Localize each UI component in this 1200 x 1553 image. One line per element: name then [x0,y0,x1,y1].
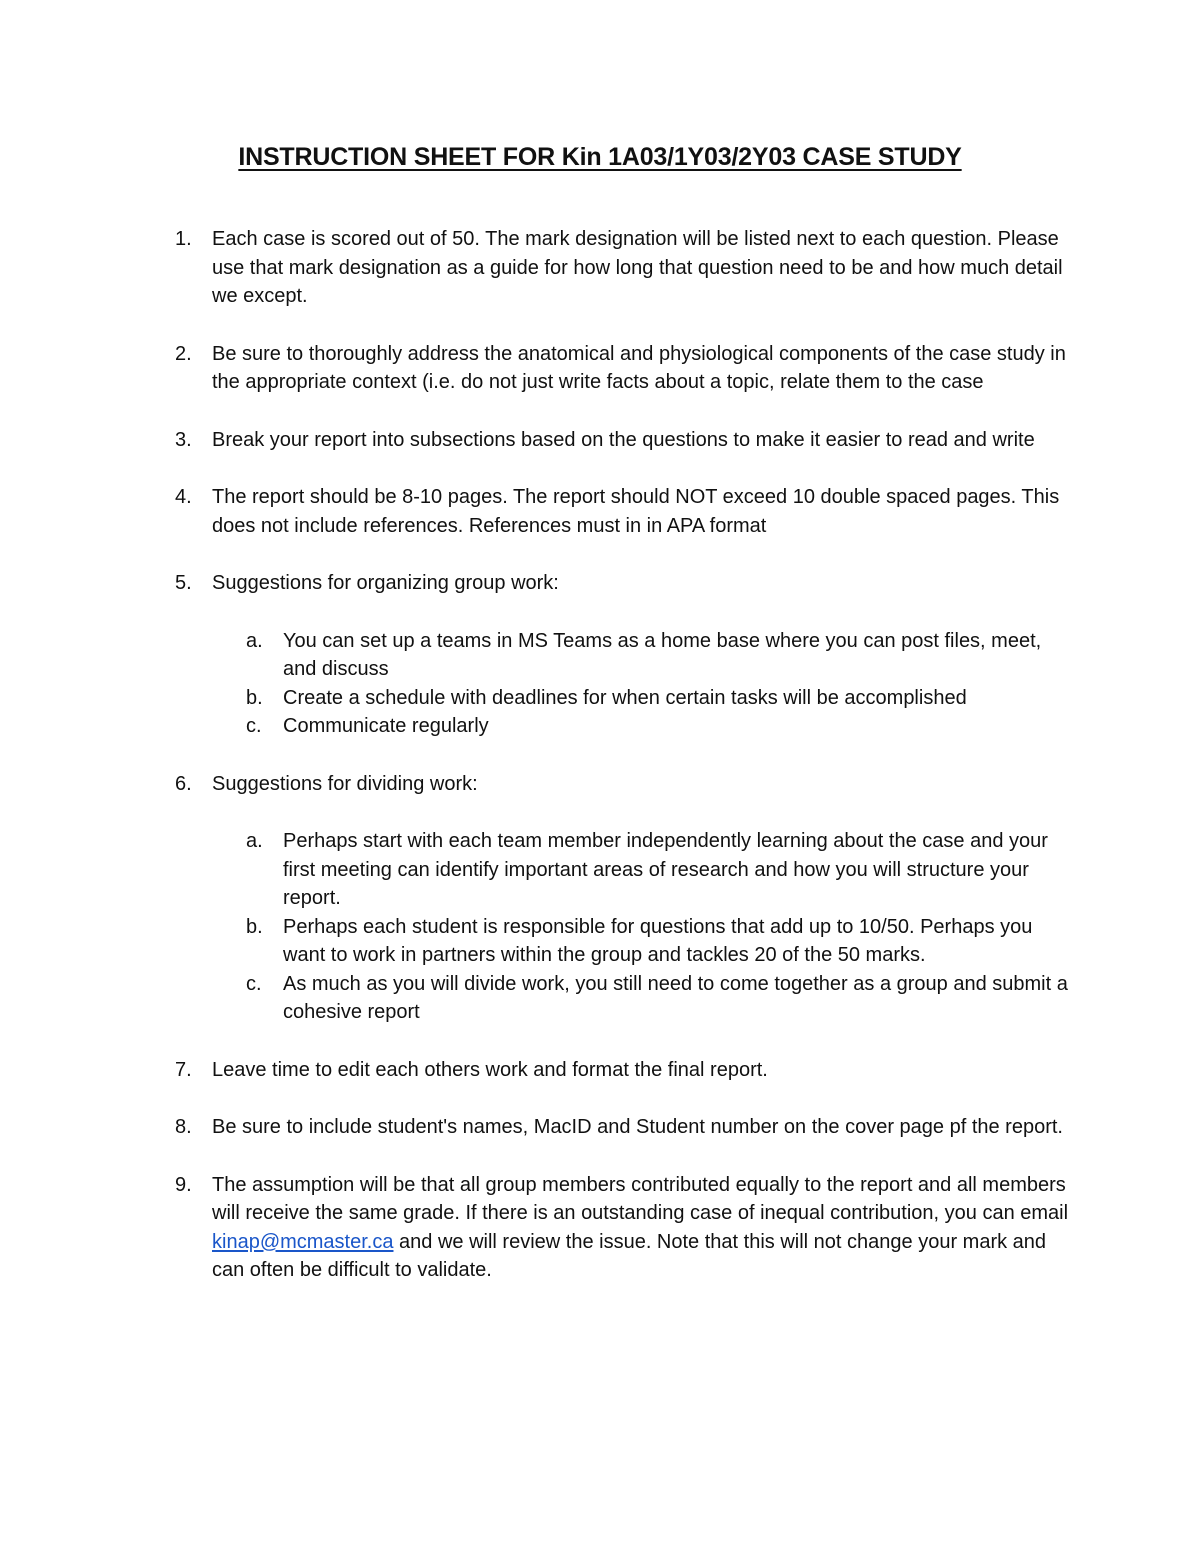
item-text: Break your report into subsections based on the questions to make it easier to read and write [212,428,1035,451]
item-text: The report should be 8-10 pages. The report should NOT exceed 10 double spaced pages. This does not include references. References must in in APA format [212,486,1060,537]
sub-list [212,827,1077,1027]
item-number: 4. [175,486,192,508]
sub-list [212,627,1077,741]
list-item-3 [175,426,1077,455]
sub-list-item [246,913,1077,970]
item-number: 3. [175,428,192,451]
sub-item-letter: c. [246,972,262,995]
item-number: 9. [175,1173,192,1196]
email-link[interactable]: kinap@mcmaster.ca [212,1230,394,1253]
list-item-8 [175,1113,1077,1142]
sub-list-item [246,970,1077,1027]
list-item-1 [175,225,1077,311]
instruction-list [175,225,1077,1314]
item-text: Be sure to thoroughly address the anatomical and physiological components of the case study in the appropriate context (i.e. do not just write facts about a topic, relate them to the case [212,342,1066,393]
sub-item-letter: c. [246,715,262,737]
item-text: Suggestions for dividing work: [212,772,478,795]
item-number: 7. [175,1058,192,1081]
sub-item-letter: b. [246,686,263,709]
sub-item-text: Perhaps start with each team member independently learning about the case and your first meeting can identify important areas of research and how you will structure your report. [283,830,1048,909]
item-number: 5. [175,572,192,594]
item-number: 2. [175,342,192,365]
sub-item-text: Perhaps each student is responsible for questions that add up to 10/50. Perhaps you want to work in partners within the group and tackles 20 of the 50 marks. [283,915,1033,966]
item-number: 8. [175,1116,192,1138]
item-number: 6. [175,772,192,795]
item-text: Each case is scored out of 50. The mark designation will be listed next to each question. Please use that mark designation as a guide for how long that question need to be and how much detail we except. [212,228,1063,307]
item-text: Suggestions for organizing group work: [212,572,559,594]
item-text: Be sure to include student's names, MacID and Student number on the cover page pf the report. [212,1116,1063,1138]
list-item-5 [175,569,1077,741]
sub-list-item [246,627,1077,684]
item-number: 1. [175,228,192,250]
page-title: INSTRUCTION SHEET FOR Kin 1A03/1Y03/2Y03 CASE STUDY [238,143,962,171]
list-item-7 [175,1056,1077,1085]
sub-item-letter: b. [246,915,263,938]
list-item-2 [175,340,1077,397]
list-item-4 [175,483,1077,540]
item-text: Leave time to edit each others work and format the final report. [212,1058,768,1081]
sub-list-item [246,712,1077,741]
sub-item-text: Communicate regularly [283,715,489,737]
sub-item-text: As much as you will divide work, you still need to come together as a group and submit a cohesive report [283,972,1068,1023]
item-text [212,1171,1077,1285]
sub-item-text: You can set up a teams in MS Teams as a home base where you can post files, meet, and discuss [283,629,1042,680]
list-item-9 [175,1171,1077,1285]
sub-item-text: Create a schedule with deadlines for when certain tasks will be accomplished [283,686,967,709]
sub-list-item [246,684,1077,713]
list-item-6 [175,770,1077,1027]
sub-item-letter: a. [246,830,263,852]
sub-item-letter: a. [246,629,263,652]
item-text-after-email: and we will review the issue. Note that this will not change your mark and can often be difficult to validate. [212,1230,1047,1281]
sub-list-item [246,827,1077,913]
item-text-before-email: The assumption will be that all group members contributed equally to the report and all members will receive the same grade. If there is an outstanding case of inequal contribution, you can email [212,1173,1069,1224]
